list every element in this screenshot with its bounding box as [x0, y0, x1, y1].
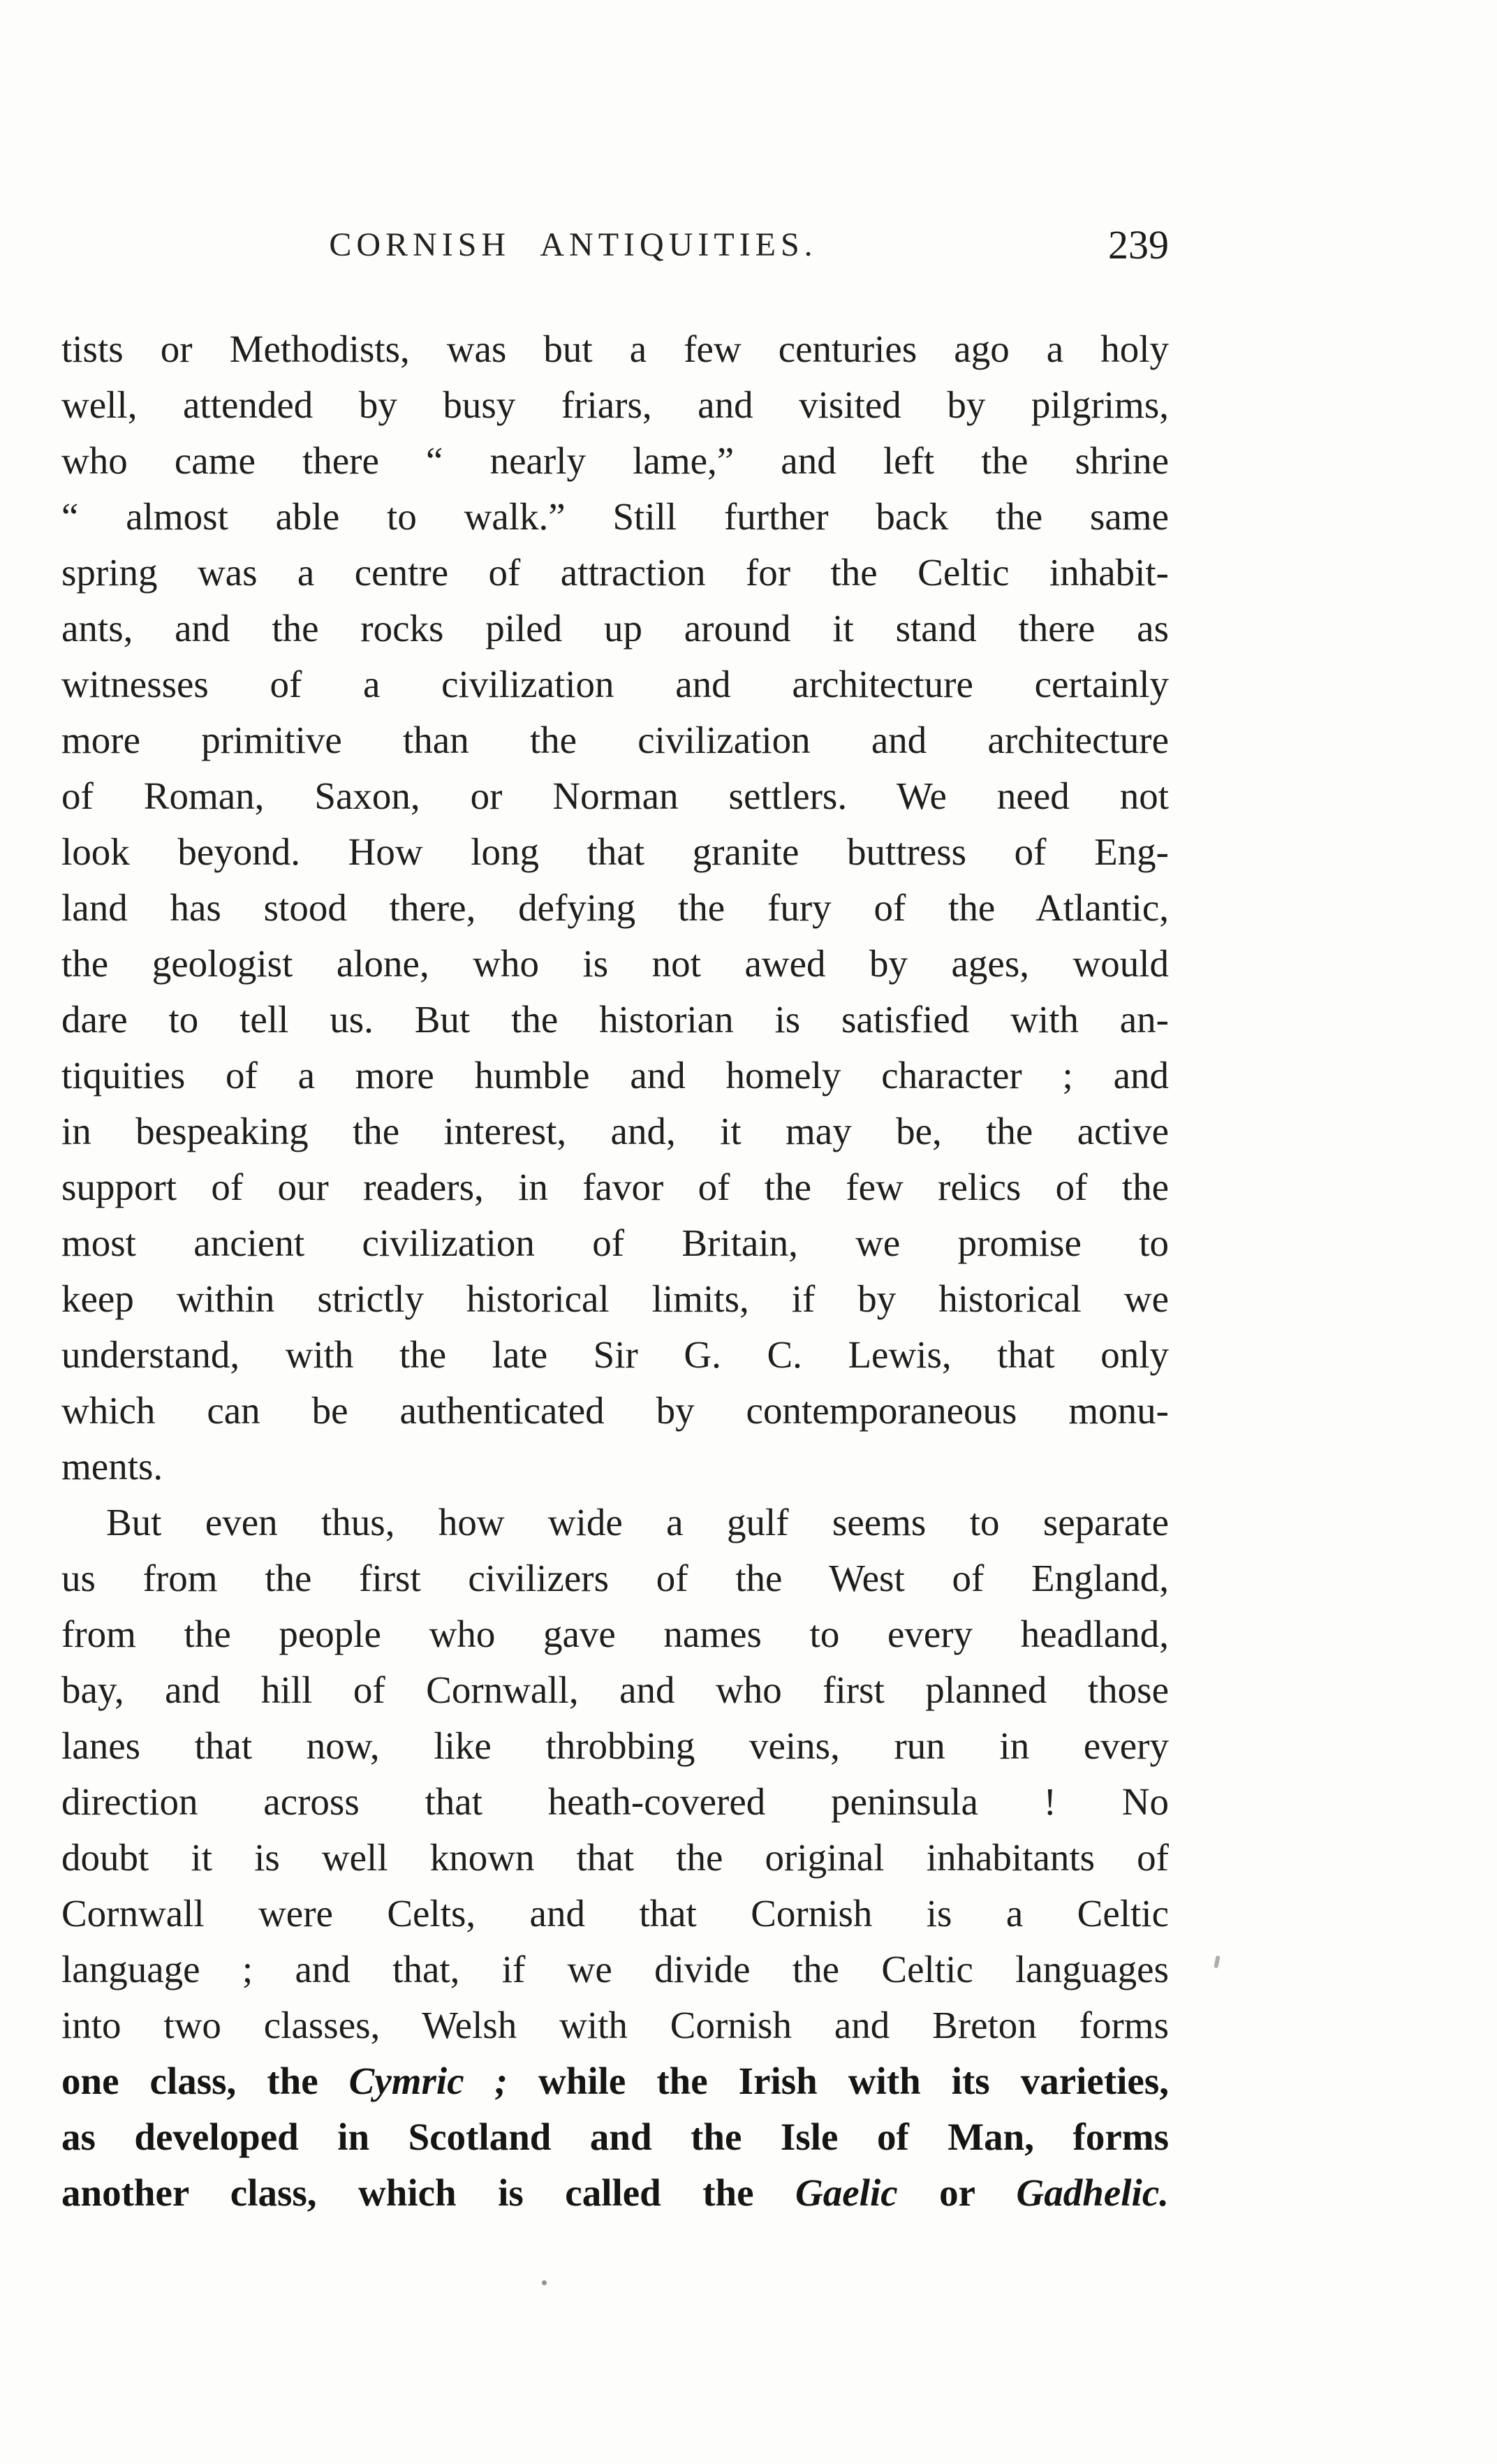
- text-line: [61, 1103, 1169, 1159]
- text-run: another class, which is called the: [61, 2171, 796, 2214]
- text-line: [61, 433, 1169, 489]
- text-run: from the people who gave names to every headland,: [61, 1613, 1169, 1655]
- text-line: [61, 1327, 1169, 1383]
- text-line: [61, 1606, 1169, 1662]
- text-line: [61, 712, 1169, 768]
- text-run: witnesses of a civilization and architecture certainly: [61, 663, 1169, 705]
- text-run: language ; and that, if we divide the Celtic languages: [61, 1948, 1169, 1990]
- text-run: the geologist alone, who is not awed by ages, would: [61, 942, 1169, 985]
- text-run: most ancient civilization of Britain, we promise to: [61, 1222, 1169, 1264]
- page-number: 239: [1108, 222, 1169, 267]
- text-line: [61, 2053, 1169, 2109]
- text-line: [61, 1048, 1169, 1103]
- text-run: one class, the: [61, 2060, 349, 2102]
- text-run: tiquities of a more humble and homely character ; and: [61, 1054, 1169, 1097]
- text-run: while the Irish with its varieties,: [507, 2060, 1169, 2102]
- text-run: ants, and the rocks piled up around it stand there as: [61, 607, 1169, 650]
- text-line: [61, 1495, 1169, 1550]
- text-run: Cornwall were Celts, and that Cornish is a Celtic: [61, 1892, 1169, 1935]
- text-run: ments.: [61, 1445, 163, 1488]
- running-title: CORNISH ANTIQUITIES.: [329, 226, 818, 263]
- text-line: [61, 768, 1169, 824]
- text-run: of Roman, Saxon, or Norman settlers. We need not: [61, 775, 1169, 817]
- italic-text: Gadhelic.: [1016, 2171, 1169, 2214]
- italic-text: Cymric ;: [348, 2060, 508, 2102]
- page-header: [61, 223, 1169, 267]
- text-run: more primitive than the civilization and architecture: [61, 719, 1169, 761]
- text-run: keep within strictly historical limits, if by historical we: [61, 1277, 1169, 1320]
- text-run: doubt it is well known that the original inhabitants of: [61, 1836, 1169, 1879]
- text-run: us from the first civilizers of the West of England,: [61, 1557, 1169, 1599]
- text-run: spring was a centre of attraction for the Celtic inhabit-: [61, 551, 1169, 594]
- text-run: understand, with the late Sir G. C. Lewis, that only: [61, 1333, 1169, 1376]
- text-line: [61, 1942, 1169, 1997]
- scan-speck-mark: [1214, 1956, 1221, 1969]
- text-line: [61, 601, 1169, 657]
- text-line: [61, 1718, 1169, 1774]
- page-content: [61, 223, 1169, 2221]
- text-run: lanes that now, like throbbing veins, run in every: [61, 1724, 1169, 1767]
- text-run: which can be authenticated by contemporaneous monu-: [61, 1389, 1169, 1432]
- italic-text: Gaelic: [795, 2171, 898, 2214]
- text-run: as developed in Scotland and the Isle of Man, forms: [61, 2115, 1169, 2158]
- text-line: [61, 936, 1169, 992]
- text-line: [61, 1159, 1169, 1215]
- text-run: or: [897, 2171, 1017, 2214]
- text-run: in bespeaking the interest, and, it may be, the active: [61, 1110, 1169, 1152]
- text-line: [61, 545, 1169, 601]
- text-line: [61, 1271, 1169, 1327]
- text-block: [61, 321, 1169, 2221]
- text-line: [61, 824, 1169, 880]
- text-line: [61, 377, 1169, 433]
- text-line: [61, 1774, 1169, 1830]
- text-line: [61, 1383, 1169, 1439]
- text-run: “ almost able to walk.” Still further back the same: [61, 495, 1169, 538]
- text-line: [61, 489, 1169, 545]
- paragraph: [61, 1495, 1169, 2221]
- text-run: well, attended by busy friars, and visited by pilgrims,: [61, 383, 1169, 426]
- text-line: [61, 1830, 1169, 1886]
- text-line: [61, 2109, 1169, 2165]
- text-run: tists or Methodists, was but a few centuries ago a holy: [61, 328, 1169, 370]
- scan-speck-dot: [542, 2280, 547, 2285]
- text-run: who came there “ nearly lame,” and left the shrine: [61, 439, 1169, 482]
- text-line: [61, 1215, 1169, 1271]
- text-run: direction across that heath-covered peninsula ! No: [61, 1780, 1169, 1823]
- text-run: into two classes, Welsh with Cornish and Breton forms: [61, 2004, 1169, 2046]
- text-run: dare to tell us. But the historian is satisfied with an-: [61, 998, 1169, 1041]
- paragraph: [61, 321, 1169, 1495]
- text-line: [61, 1662, 1169, 1718]
- text-run: land has stood there, defying the fury of the Atlantic,: [61, 886, 1169, 929]
- text-line: [61, 2165, 1169, 2221]
- text-line: [61, 657, 1169, 712]
- text-line: [61, 1886, 1169, 1942]
- text-line: [61, 1439, 1169, 1495]
- text-run: bay, and hill of Cornwall, and who first planned those: [61, 1669, 1169, 1711]
- text-line: [61, 880, 1169, 936]
- text-run: But even thus, how wide a gulf seems to separate: [106, 1501, 1169, 1543]
- text-line: [61, 992, 1169, 1048]
- text-line: [61, 1997, 1169, 2053]
- text-line: [61, 321, 1169, 377]
- text-line: [61, 1550, 1169, 1606]
- text-run: support of our readers, in favor of the few relics of the: [61, 1166, 1169, 1208]
- text-run: look beyond. How long that granite buttress of Eng-: [61, 830, 1169, 873]
